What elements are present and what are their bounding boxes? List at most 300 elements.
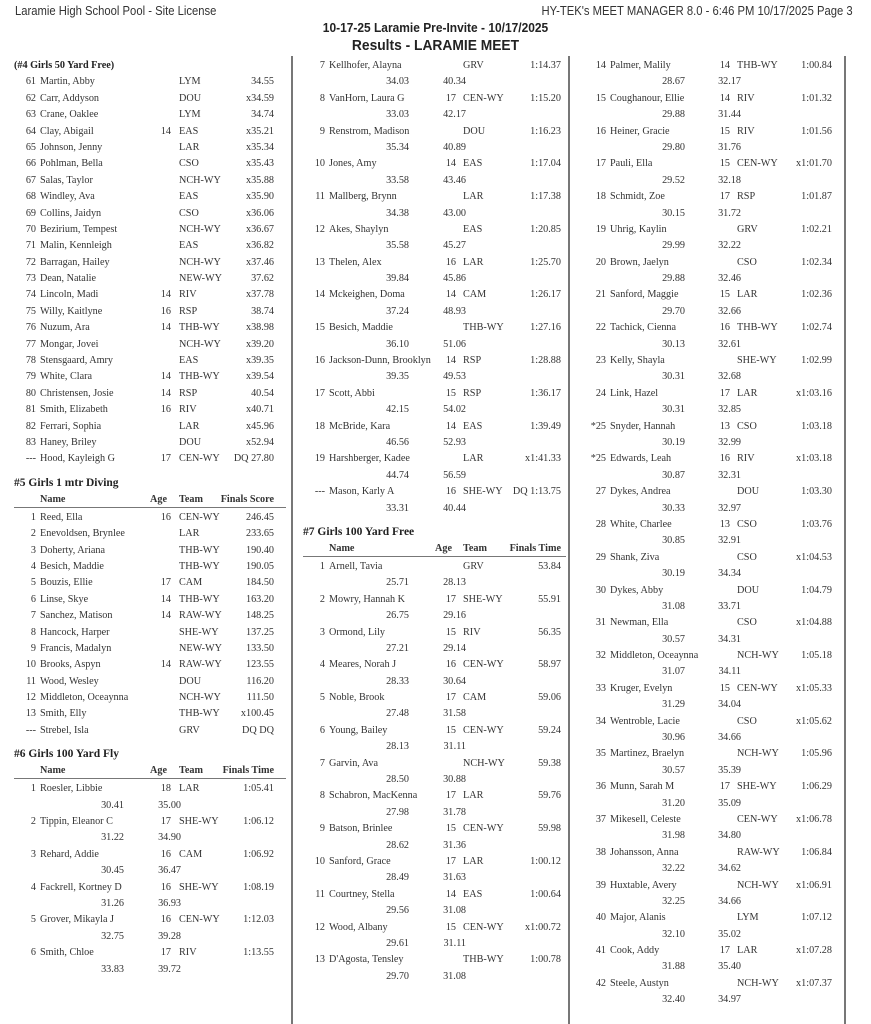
split-times-row <box>303 805 566 821</box>
result-row <box>584 419 854 435</box>
split-time: 36.93 <box>158 897 181 909</box>
site-license: Laramie High School Pool - Site License <box>15 4 217 18</box>
age: 17 <box>445 692 456 704</box>
team: LAR <box>463 256 484 268</box>
split-times-row <box>303 838 566 854</box>
team: EAS <box>179 355 199 367</box>
result: 59.98 <box>538 823 561 835</box>
split-time: 32.61 <box>718 338 741 350</box>
team: NCH-WY <box>737 977 779 989</box>
swimmer-name: VanHorn, Laura G <box>329 92 405 104</box>
col-age: Age <box>435 542 452 554</box>
team: RIV <box>463 626 481 638</box>
swimmer-name: Palmer, Malily <box>610 60 671 71</box>
result-row <box>14 353 286 369</box>
split-time: 30.31 <box>662 371 685 383</box>
team: CEN-WY <box>737 158 778 170</box>
place: 33 <box>595 682 606 694</box>
result: 1:00.84 <box>801 60 832 71</box>
result: 137.25 <box>245 626 274 638</box>
team: RAW-WY <box>179 659 222 671</box>
result-row <box>584 746 854 762</box>
result: 163.20 <box>245 593 274 605</box>
result: 1:05.18 <box>801 650 832 662</box>
split-time: 28.13 <box>386 741 409 753</box>
swimmer-name: Huxtable, Avery <box>610 879 677 891</box>
age: 14 <box>445 420 456 432</box>
split-time: 27.48 <box>386 708 409 720</box>
swimmer-name: Dykes, Abby <box>610 584 664 596</box>
place: 23 <box>595 355 606 367</box>
result-row <box>303 592 566 608</box>
swimmer-name: Ormond, Lily <box>329 626 386 638</box>
team: LAR <box>179 141 200 153</box>
split-time: 29.70 <box>662 305 685 317</box>
swimmer-name: Mowry, Hannah K <box>329 593 406 605</box>
swimmer-name: Coughanour, Ellie <box>610 92 685 104</box>
place: 79 <box>25 371 36 383</box>
place: 82 <box>25 420 36 432</box>
result-row <box>303 952 566 968</box>
result-row <box>14 625 286 641</box>
result: x35.34 <box>245 141 274 153</box>
swimmer-name: Kelly, Shayla <box>610 355 665 367</box>
swimmer-name: Christensen, Josie <box>40 387 114 399</box>
result: 190.05 <box>245 560 274 572</box>
team: RIV <box>737 125 755 137</box>
team: LAR <box>463 855 484 867</box>
result: DQ 1:13.75 <box>512 486 561 498</box>
swimmer-name: Johnson, Jenny <box>40 141 103 153</box>
result: 1:05.96 <box>801 748 832 760</box>
place: 83 <box>25 436 36 448</box>
split-time: 30.33 <box>662 502 685 514</box>
event7-results <box>303 559 566 985</box>
place: 11 <box>315 191 325 203</box>
place: 9 <box>319 823 325 835</box>
col-team: Team <box>463 542 487 554</box>
result: 1:26.17 <box>530 289 561 301</box>
age: 17 <box>719 191 730 203</box>
result-row <box>584 615 854 631</box>
team: SHE-WY <box>737 355 777 367</box>
result: 1:00.64 <box>530 888 561 900</box>
event-title: #6 Girls 100 Yard Fly <box>14 748 119 761</box>
swimmer-name: Francis, Madalyn <box>40 642 112 654</box>
place: 38 <box>595 846 606 858</box>
place: 32 <box>595 650 606 662</box>
team: EAS <box>463 420 483 432</box>
place: 1 <box>319 560 325 572</box>
result: x36.06 <box>245 207 274 219</box>
split-time: 32.75 <box>101 930 124 942</box>
result-row <box>584 386 854 402</box>
team: NEW-WY <box>179 642 222 654</box>
swimmer-name: Garvin, Ava <box>329 757 379 769</box>
swimmer-name: Snyder, Hannah <box>610 420 676 432</box>
split-times-row <box>303 337 566 353</box>
swimmer-name: Bouzis, Ellie <box>40 577 93 589</box>
swimmer-name: Uhrig, Kaylin <box>610 223 667 235</box>
result: x36.82 <box>245 240 274 252</box>
split-times-row <box>303 402 566 418</box>
split-time: 42.17 <box>443 109 466 121</box>
team: CEN-WY <box>179 914 220 926</box>
col-finals-score: Finals Score <box>220 493 274 505</box>
result-row <box>584 550 854 566</box>
swimmer-name: Wood, Albany <box>329 921 388 933</box>
result: x35.90 <box>245 191 274 203</box>
age: 16 <box>160 305 171 317</box>
result-row <box>303 91 566 107</box>
age: 14 <box>160 593 171 605</box>
swimmer-name: Willy, Kaitlyne <box>40 305 103 317</box>
split-times-row <box>584 271 854 287</box>
split-time: 34.11 <box>718 666 741 678</box>
result-row <box>14 847 286 863</box>
result-row <box>14 559 286 575</box>
event6-results <box>14 781 286 978</box>
team: CEN-WY <box>463 724 504 736</box>
place: 19 <box>595 223 606 235</box>
place: 18 <box>595 191 606 203</box>
swimmer-name: Pohlman, Bella <box>40 158 103 170</box>
result: 1:02.99 <box>801 355 832 367</box>
team: CEN-WY <box>463 921 504 933</box>
result-row <box>14 451 286 467</box>
age: 14 <box>160 371 171 383</box>
swimmer-name: Harshberger, Kadee <box>329 453 410 465</box>
split-time: 34.80 <box>718 830 741 842</box>
split-times-row <box>584 140 854 156</box>
col-finals-time: Finals Time <box>222 765 274 777</box>
place: 2 <box>319 593 325 605</box>
place: 80 <box>25 387 36 399</box>
place: 17 <box>595 158 606 170</box>
swimmer-name: Batson, Brinlee <box>329 823 393 835</box>
place: 64 <box>25 125 36 137</box>
split-time: 30.64 <box>443 675 466 687</box>
col-age: Age <box>150 765 167 777</box>
result-row <box>14 337 286 353</box>
place: 27 <box>595 486 606 498</box>
place: 6 <box>30 593 36 605</box>
split-times-row <box>584 533 854 549</box>
team: CSO <box>179 158 199 170</box>
swimmer-name: Doherty, Ariana <box>40 544 105 556</box>
place: 75 <box>25 305 36 317</box>
result-row <box>14 287 286 303</box>
split-time: 56.59 <box>443 469 466 481</box>
team: RSP <box>737 191 756 203</box>
swimmer-name: White, Charlee <box>610 518 672 530</box>
result: 1:14.37 <box>530 60 561 71</box>
result-row <box>14 238 286 254</box>
split-times-row <box>584 992 854 1008</box>
split-times-row <box>584 468 854 484</box>
swimmer-name: Carr, Addyson <box>40 92 100 104</box>
split-time: 34.62 <box>718 863 741 875</box>
place: 5 <box>319 692 325 704</box>
result: x1:04.53 <box>796 551 832 563</box>
swimmer-name: Wentroble, Lacie <box>610 715 680 727</box>
split-time: 31.08 <box>443 905 466 917</box>
split-time: 27.21 <box>386 642 409 654</box>
split-times-row <box>303 706 566 722</box>
swimmer-name: Nuzum, Ara <box>40 322 90 334</box>
result-row <box>14 657 286 673</box>
place: 15 <box>314 322 325 334</box>
place: 12 <box>314 223 325 235</box>
result-row <box>14 674 286 690</box>
swimmer-name: Barragan, Hailey <box>40 256 110 268</box>
result-row <box>14 781 286 797</box>
split-times-row <box>303 608 566 624</box>
result-row <box>14 814 286 830</box>
team: RSP <box>463 387 482 399</box>
result: x1:00.72 <box>525 921 561 933</box>
result-row <box>303 484 566 500</box>
team: THB-WY <box>463 954 504 966</box>
result-row <box>584 287 854 303</box>
team: THB-WY <box>737 322 778 334</box>
place: 15 <box>595 92 606 104</box>
place: 30 <box>595 584 606 596</box>
age: 14 <box>160 125 171 137</box>
result: 53.84 <box>538 560 561 572</box>
age: 15 <box>719 289 730 301</box>
result-row <box>584 451 854 467</box>
swimmer-name: Akes, Shaylyn <box>329 223 389 235</box>
split-time: 36.47 <box>158 865 181 877</box>
split-times-row <box>14 863 286 879</box>
split-time: 28.50 <box>386 774 409 786</box>
split-times-row <box>584 566 854 582</box>
place: 1 <box>30 511 36 523</box>
team: CSO <box>179 207 199 219</box>
place: 16 <box>314 355 325 367</box>
result: 1:03.76 <box>801 518 832 530</box>
result: 111.50 <box>246 692 274 704</box>
split-time: 31.72 <box>718 207 741 219</box>
result-row <box>584 484 854 500</box>
team: NCH-WY <box>179 223 221 235</box>
swimmer-name: Enevoldsen, Brynlee <box>40 528 125 540</box>
swimmer-name: Dean, Natalie <box>40 273 97 285</box>
split-time: 25.71 <box>386 577 409 589</box>
swimmer-name: Salas, Taylor <box>40 174 93 186</box>
team: CSO <box>737 617 757 629</box>
split-times-row <box>584 796 854 812</box>
swimmer-name: Young, Bailey <box>329 724 388 736</box>
split-times-row <box>303 739 566 755</box>
age: 16 <box>160 881 171 893</box>
split-time: 32.40 <box>662 994 685 1006</box>
team: THB-WY <box>737 60 778 71</box>
place: 10 <box>314 855 325 867</box>
split-times-row <box>14 929 286 945</box>
result: 1:13.55 <box>243 947 274 959</box>
result: 1:04.79 <box>801 584 832 596</box>
swimmer-name: Mallberg, Brynn <box>329 191 397 203</box>
results-column-2 <box>303 58 566 985</box>
team: LAR <box>463 790 484 802</box>
result-row <box>584 812 854 828</box>
result-row <box>14 435 286 451</box>
result-row <box>303 287 566 303</box>
team: NCH-WY <box>179 256 221 268</box>
result: 1:20.85 <box>530 223 561 235</box>
result: x1:03.16 <box>796 387 832 399</box>
swimmer-name: Mason, Karly A <box>329 486 395 498</box>
result: 59.38 <box>538 757 561 769</box>
team: CEN-WY <box>179 453 220 465</box>
team: NCH-WY <box>179 174 221 186</box>
split-time: 35.34 <box>386 141 409 153</box>
swimmer-name: Tippin, Eleanor C <box>40 816 113 828</box>
split-time: 46.56 <box>386 436 409 448</box>
split-time: 30.13 <box>662 338 685 350</box>
place: 9 <box>30 642 36 654</box>
split-time: 31.08 <box>662 600 685 612</box>
split-time: 29.99 <box>662 240 685 252</box>
team: THB-WY <box>463 322 504 334</box>
result: 1:12.03 <box>243 914 274 926</box>
split-time: 29.61 <box>386 937 409 949</box>
result-row <box>303 58 566 74</box>
result: 34.74 <box>251 109 274 121</box>
result: x1:03.18 <box>796 453 832 465</box>
result: DQ 27.80 <box>233 453 274 465</box>
event5-results <box>14 510 286 739</box>
place: 61 <box>25 76 36 88</box>
result-row <box>303 723 566 739</box>
result: 1:01.87 <box>801 191 832 203</box>
split-time: 35.02 <box>718 928 741 940</box>
place: 76 <box>25 322 36 334</box>
result-row <box>584 222 854 238</box>
place: 10 <box>25 659 36 671</box>
swimmer-name: Kruger, Evelyn <box>610 682 673 694</box>
split-times-row <box>584 959 854 975</box>
team: DOU <box>179 92 202 104</box>
result: 59.76 <box>538 790 561 802</box>
team: GRV <box>737 223 758 235</box>
result-row <box>584 353 854 369</box>
team: EAS <box>179 125 199 137</box>
team: NCH-WY <box>737 879 779 891</box>
team: NCH-WY <box>179 338 221 350</box>
result: x35.21 <box>245 125 274 137</box>
split-time: 32.18 <box>718 174 741 186</box>
swimmer-name: Smith, Chloe <box>40 947 94 959</box>
split-time: 34.04 <box>718 699 741 711</box>
split-times-row <box>584 664 854 680</box>
swimmer-name: Malin, Kennleigh <box>40 240 112 252</box>
team: CSO <box>737 420 757 432</box>
team: CSO <box>737 551 757 563</box>
split-time: 32.99 <box>718 436 741 448</box>
swimmer-name: Stensgaard, Amry <box>40 355 113 367</box>
result-row <box>14 608 286 624</box>
result-row <box>14 510 286 526</box>
age: 17 <box>160 816 171 828</box>
place: 12 <box>314 921 325 933</box>
split-time: 43.46 <box>443 174 466 186</box>
place: 4 <box>30 881 36 893</box>
result: 59.24 <box>538 724 561 736</box>
event7-results-continued <box>584 58 854 1009</box>
result: 1:06.29 <box>801 781 832 793</box>
place: 3 <box>319 626 325 638</box>
result: 1:06.92 <box>243 848 274 860</box>
swimmer-name: Middleton, Oceaynna <box>610 650 699 662</box>
result-row <box>14 690 286 706</box>
place: 14 <box>595 60 606 71</box>
swimmer-name: Middleton, Oceaynna <box>40 692 129 704</box>
split-times-row <box>584 501 854 517</box>
age: 13 <box>719 518 730 530</box>
split-times-row <box>14 896 286 912</box>
split-times-row <box>584 599 854 615</box>
result: x1:41.33 <box>525 453 561 465</box>
split-time: 29.80 <box>662 141 685 153</box>
split-time: 31.88 <box>662 961 685 973</box>
result: 1:15.20 <box>530 92 561 104</box>
team: CAM <box>179 577 203 589</box>
result: x35.88 <box>245 174 274 186</box>
split-time: 32.25 <box>662 895 685 907</box>
result-row <box>14 107 286 123</box>
team: LAR <box>463 453 484 465</box>
split-times-row <box>303 206 566 222</box>
swimmer-name: Newman, Ella <box>610 617 669 629</box>
place: 2 <box>30 816 36 828</box>
team: CEN-WY <box>463 92 504 104</box>
age: 16 <box>445 659 456 671</box>
age: 14 <box>160 659 171 671</box>
team: CEN-WY <box>179 511 220 523</box>
split-time: 35.09 <box>718 797 741 809</box>
result: x36.67 <box>245 223 274 235</box>
result-row <box>14 526 286 542</box>
swimmer-name: Besich, Maddie <box>40 560 104 572</box>
split-time: 32.46 <box>718 273 741 285</box>
split-time: 31.11 <box>443 937 466 949</box>
place: 1 <box>30 783 36 795</box>
split-times-row <box>303 870 566 886</box>
result-row <box>303 887 566 903</box>
swimmer-name: Noble, Brook <box>329 692 385 704</box>
age: 16 <box>160 404 171 416</box>
result-row <box>584 878 854 894</box>
place: 24 <box>595 387 606 399</box>
split-time: 32.17 <box>718 76 741 88</box>
split-time: 28.49 <box>386 872 409 884</box>
place: 37 <box>595 813 606 825</box>
result-row <box>303 625 566 641</box>
result-row <box>303 156 566 172</box>
place: 31 <box>595 617 606 629</box>
result: 1:16.23 <box>530 125 561 137</box>
age: 14 <box>445 289 456 301</box>
split-times-row <box>584 74 854 90</box>
result-row <box>584 124 854 140</box>
place: 28 <box>595 518 606 530</box>
result-row <box>14 173 286 189</box>
results-column-3 <box>584 58 854 1009</box>
swimmer-name: Sanford, Grace <box>329 855 391 867</box>
